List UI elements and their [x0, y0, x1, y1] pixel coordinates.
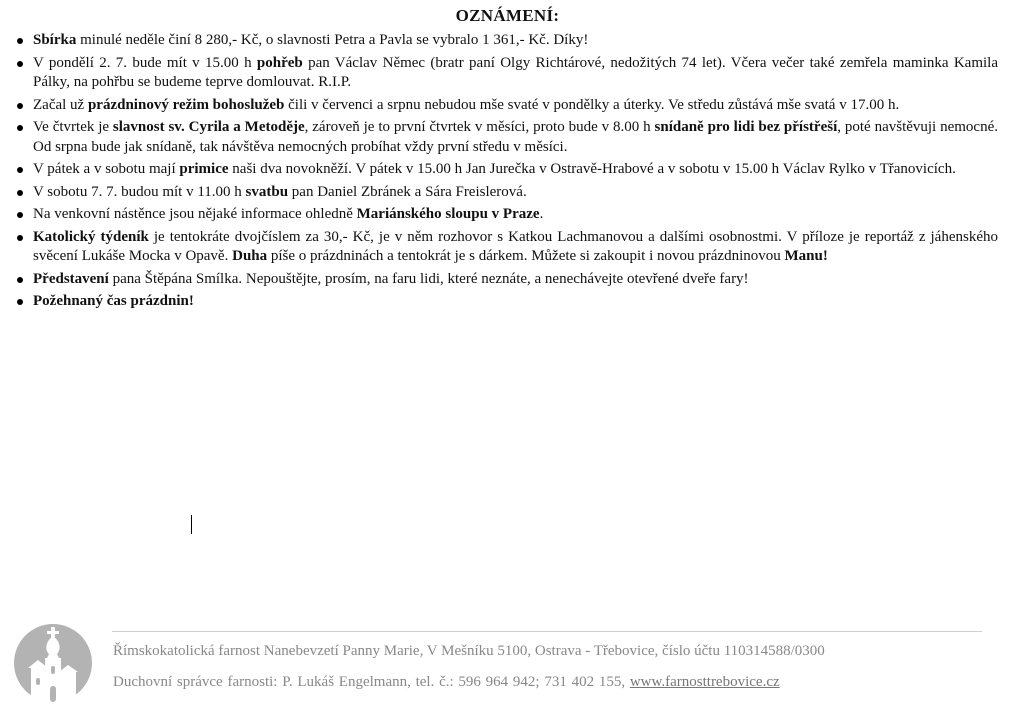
text-cursor: [191, 515, 192, 534]
bold-text: Manu!: [784, 248, 828, 264]
bold-text: pohřeb: [256, 54, 303, 71]
bold-text: Sbírka: [33, 32, 77, 48]
item-text: V sobotu 7. 7. budou mít v 11.00 h: [33, 183, 246, 200]
bold-text: Duha: [232, 248, 268, 264]
bold-text: snídaně pro lidi bez přístřeší: [654, 119, 838, 135]
item-text: minulé neděle činí 8 280,- Kč, o slavnosti Petra a Pavla se vybralo 1 361,- Kč. Díky!: [76, 32, 589, 48]
page-title: OZNÁMENÍ:: [455, 6, 560, 25]
bold-text: slavnost sv. Cyrila a Metoděje: [112, 119, 305, 135]
item-text: Začal už: [33, 96, 88, 113]
item-text: Na venkovní nástěnce jsou nějaké informace ohledně: [33, 206, 357, 222]
website-link[interactable]: www.farnosttrebovice.cz: [629, 674, 780, 690]
bold-text: Mariánského sloupu v Praze: [356, 206, 540, 222]
list-item: [14, 31, 998, 51]
item-text: naši dva novokněží. V pátek v 15.00 h Jan Jurečka v Ostravě-Hrabové a v sobotu v 15.00 h Václav Rylko v Třanovicích.: [228, 161, 956, 177]
list-item: [14, 270, 998, 290]
list-item: [14, 118, 998, 157]
item-text: čili v červenci a srpnu nebudou mše svaté v pondělky a úterky. Ve středu zůstává mše svatá v 17.00 h.: [284, 96, 900, 113]
item-text: pan Václav Němec (bratr paní Olgy Richtárové, nedožitých 74 let). Včera večer také zemřela maminka Kamila Pálky, na pohřbu se budeme teprve domlouvat. R.I.P.: [33, 54, 998, 90]
list-item: [14, 205, 998, 225]
bold-text: prázdninový režim bohoslužeb: [87, 96, 285, 113]
item-text: pan Daniel Zbránek a Sára Freislerová.: [288, 183, 527, 200]
bold-text: Představení: [33, 270, 109, 287]
footer-contact-info: [113, 674, 780, 691]
bold-text: svatbu: [245, 183, 289, 200]
list-item: [14, 96, 998, 116]
footer-parish-info: Římskokatolická farnost Nanebevzetí Panny Marie, V Mešníku 5100, Ostrava - Třebovice, číslo účtu 110314588/0300: [113, 643, 825, 659]
item-text: píše o prázdninách a tentokrát je s dárkem. Můžete si zakoupit i novou prázdninovou: [267, 248, 785, 264]
bold-text: Požehnaný čas prázdnin!: [33, 293, 194, 309]
item-text: .: [539, 206, 544, 222]
item-text: pana Štěpána Smílka. Nepouštějte, prosím, na faru lidi, které neznáte, a nenechávejte otevřené dveře fary!: [108, 270, 749, 287]
list-item: [14, 160, 998, 180]
item-text: V pondělí 2. 7. bude mít v 15.00 h: [33, 54, 257, 71]
list-item: [14, 183, 998, 203]
list-item: [14, 54, 998, 93]
item-text: V pátek a v sobotu mají: [33, 161, 180, 177]
footer-contact-text: Duchovní správce farnosti: P. Lukáš Engelmann, tel. č.: 596 964 942; 731 402 155,: [113, 674, 630, 690]
list-item: [14, 228, 998, 267]
list-item: [14, 292, 998, 312]
footer-divider: [112, 631, 982, 632]
church-logo-icon: [14, 624, 94, 702]
item-text: je tentokráte dvojčíslem za 30,- Kč, je v něm rozhovor s Katkou Lachmanovou a dalšími osobnostmi. V příloze je reportáž z jáhenského svěcení Lukáše Mocka v Opavě.: [33, 228, 998, 264]
bold-text: Katolický týdeník: [33, 228, 149, 245]
item-text: Ve čtvrtek je: [33, 119, 113, 135]
item-text: , zároveň je to první čtvrtek v měsíci, proto bude v 8.00 h: [304, 119, 655, 135]
bold-text: primice: [179, 161, 229, 177]
item-text: , poté navštěvuji nemocné. Od srpna bude jak snídaně, tak návštěva nemocných probíhat vždy první středu v měsíci.: [33, 119, 998, 155]
announcement-list: [14, 31, 998, 315]
